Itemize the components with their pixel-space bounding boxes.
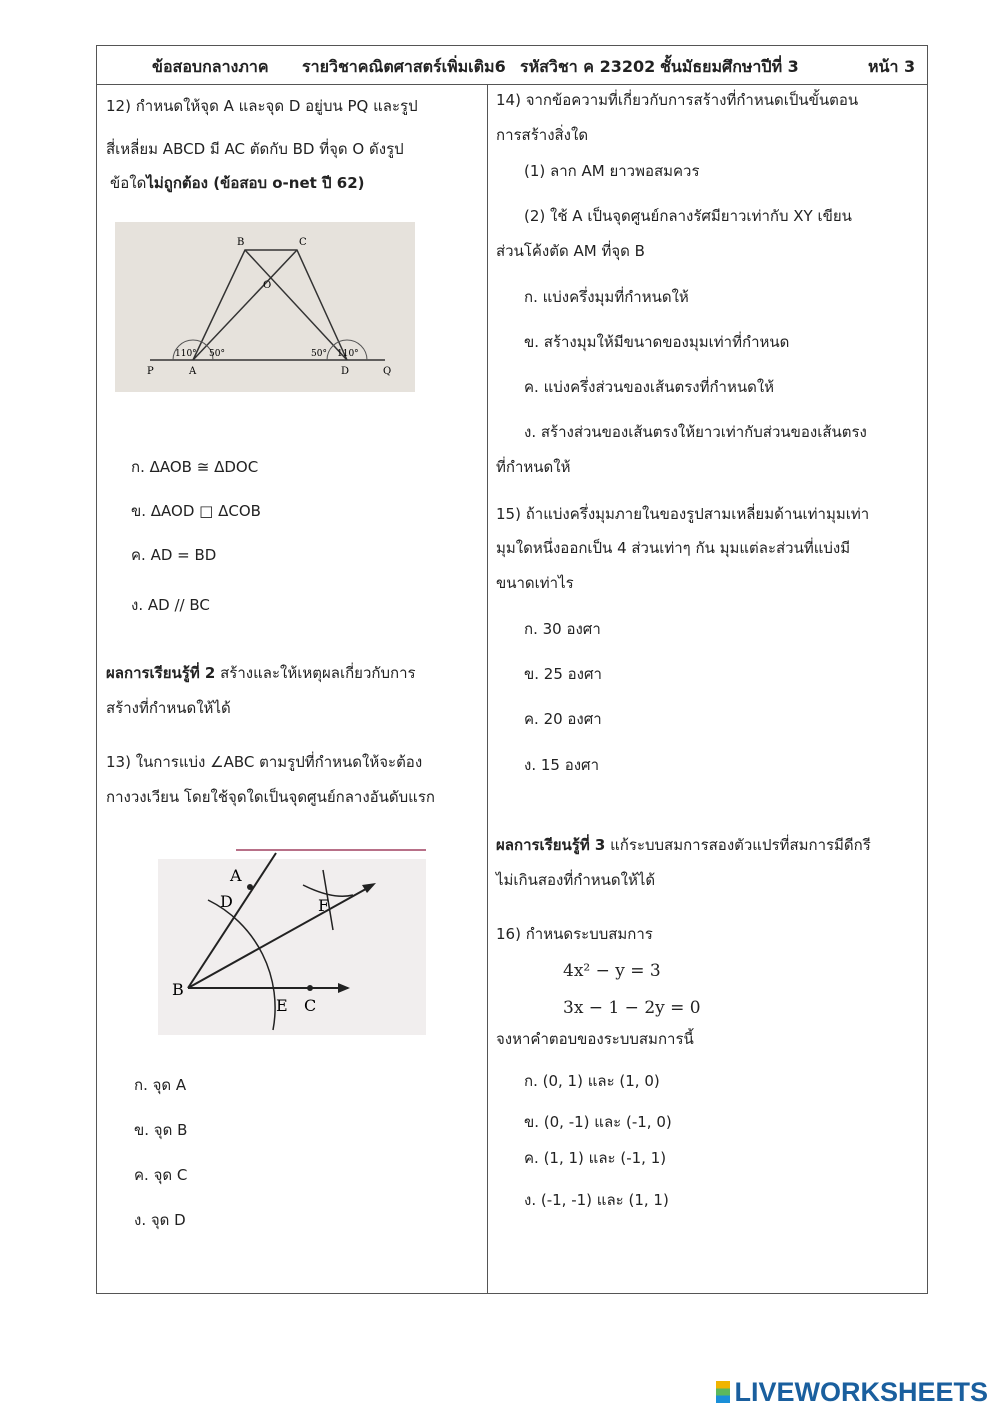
label-angle-50-left: 50° [209,349,225,359]
header-subject: รายวิชาคณิตศาสตร์เพิ่มเติม6 [302,57,506,76]
q12-line2: สี่เหลี่ยม ABCD มี AC ตัดกับ BD ที่จุด O ดังรูป [106,140,404,158]
outcome2-line2: สร้างที่กำหนดให้ได้ [106,699,231,717]
label-D: D [220,892,233,911]
q16-option-2[interactable]: ข. (0, -1) และ (-1, 0) [524,1113,672,1131]
q15-option-4[interactable]: ง. 15 องศา [524,756,599,774]
logo-text: LIVEWORKSHEETS [734,1377,988,1407]
liveworksheets-logo [716,1377,988,1408]
q14-step2b: ส่วนโค้งตัด AM ที่จุด B [496,242,645,260]
label-angle-110-left: 110° [175,349,197,359]
logo-icon [716,1381,730,1403]
q12-line3 [110,173,365,193]
label-O: O [263,280,272,291]
label-F: F [318,896,330,915]
q13-line1: 13) ในการแบ่ง ∠ABC ตามรูปที่กำหนดให้จะต้อง [106,753,423,771]
q14-step2a: (2) ใช้ A เป็นจุดศูนย์กลางรัศมียาวเท่ากับ XY เขียน [524,207,852,225]
label-A: A [230,866,242,885]
outcome3-line1 [496,835,871,855]
q15-line2: มุมใดหนึ่งออกเป็น 4 ส่วนเท่าๆ กัน มุมแต่ละส่วนที่แบ่งมี [496,539,851,557]
q13-figure [158,845,426,1035]
q15-option-1[interactable]: ก. 30 องศา [524,620,601,638]
q16-option-1[interactable]: ก. (0, 1) และ (1, 0) [524,1072,660,1090]
q16-option-3[interactable]: ค. (1, 1) และ (-1, 1) [524,1149,667,1167]
label-C: C [304,996,317,1015]
label-B: B [172,980,184,999]
outcome2-text: สร้างและให้เหตุผลเกี่ยวกับการ [215,664,416,682]
q14-option-4[interactable]: ง. สร้างส่วนของเส้นตรงให้ยาวเท่ากับส่วนของเส้นตรง [524,423,867,441]
header-level: ชั้นมัธยมศึกษาปีที่ 3 [660,57,799,76]
q13-option-4[interactable]: ง. จุด D [134,1211,186,1229]
q16-line1: 16) กำหนดระบบสมการ [496,925,653,943]
q12-figure [115,222,415,392]
label-angle-110-right: 110° [337,349,359,359]
q16-option-4[interactable]: ง. (-1, -1) และ (1, 1) [524,1191,669,1209]
q14-option-1[interactable]: ก. แบ่งครึ่งมุมที่กำหนดให้ [524,288,689,306]
q16-eq1: 4x² − y = 3 [563,961,661,981]
column-divider [487,85,488,1294]
label-P: P [147,366,154,377]
q12-line3-a: ข้อใด [110,174,147,192]
outcome3-label: ผลการเรียนรู้ที่ 3 [496,836,606,854]
q13-option-3[interactable]: ค. จุด C [134,1166,188,1184]
label-angle-50-right: 50° [311,349,327,359]
q12-option-4[interactable]: ง. AD // BC [131,596,210,614]
q15-option-2[interactable]: ข. 25 องศา [524,665,602,683]
q14-option-2[interactable]: ข. สร้างมุมให้มีขนาดของมุมเท่าที่กำหนด [524,333,790,351]
q13-option-1[interactable]: ก. จุด A [134,1076,187,1094]
q14-option-3[interactable]: ค. แบ่งครึ่งส่วนของเส้นตรงที่กำหนดให้ [524,378,775,396]
q13-line2: กางวงเวียน โดยใช้จุดใดเป็นจุดศูนย์กลางอันดับแรก [106,788,435,806]
q12-line3-b: ไม่ถูกต้อง (ข้อสอบ o-net ปี 62) [146,174,365,192]
q14-step1: (1) ลาก AM ยาวพอสมควร [524,162,700,180]
q12-option-3[interactable]: ค. AD = BD [131,546,217,564]
label-E: E [276,996,288,1015]
outcome2-label: ผลการเรียนรู้ที่ 2 [106,664,216,682]
q12-option-1[interactable]: ก. ΔAOB ≅ ΔDOC [131,458,259,476]
header-page: หน้า 3 [868,57,916,76]
header-code: รหัสวิชา ค 23202 [520,57,656,76]
outcome3-line2: ไม่เกินสองที่กำหนดให้ได้ [496,871,656,889]
q14-option-4-cont: ที่กำหนดให้ [496,458,571,476]
label-A: A [189,366,197,377]
q12-line1: 12) กำหนดให้จุด A และจุด D อยู่บน PQ และรูป [106,97,418,115]
q15-line3: ขนาดเท่าไร [496,574,574,592]
q12-option-2[interactable]: ข. ΔAOD □ ΔCOB [131,502,261,520]
q15-line1: 15) ถ้าแบ่งครึ่งมุมภายในของรูปสามเหลี่ยมด้านเท่ามุมเท่า [496,505,870,523]
q14-line1: 14) จากข้อความที่เกี่ยวกับการสร้างที่กำหนดเป็นขั้นตอน [496,91,859,109]
q16-line2: จงหาคำตอบของระบบสมการนี้ [496,1030,694,1048]
label-D: D [341,366,350,377]
q16-eq2: 3x − 1 − 2y = 0 [563,998,701,1018]
q14-line2: การสร้างสิ่งใด [496,126,589,144]
label-C: C [299,237,307,248]
label-Q: Q [383,366,392,377]
label-B: B [237,237,245,248]
outcome2-line1 [106,663,416,683]
q15-option-3[interactable]: ค. 20 องศา [524,710,602,728]
q13-option-2[interactable]: ข. จุด B [134,1121,188,1139]
header-exam: ข้อสอบกลางภาค [152,57,269,76]
outcome3-text: แก้ระบบสมการสองตัวแปรที่สมการมีดีกรี [605,836,871,854]
